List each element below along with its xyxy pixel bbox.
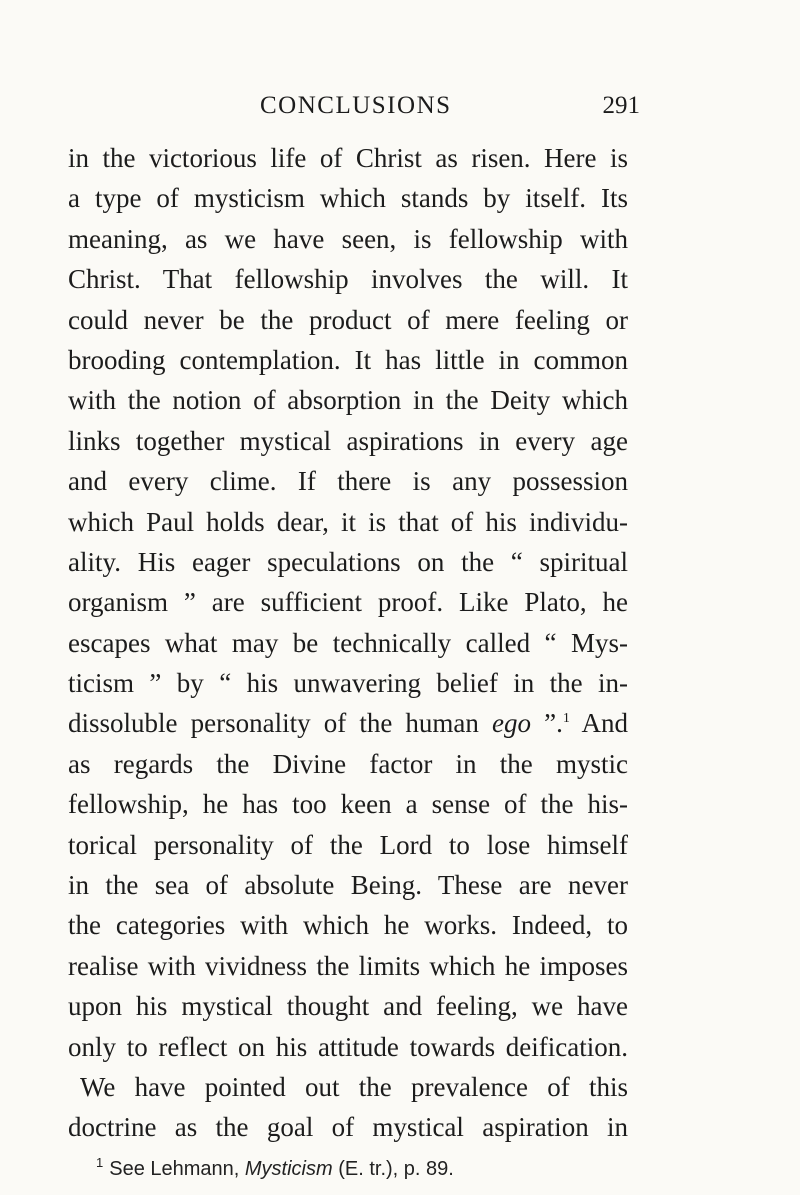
- running-header: [210, 88, 640, 124]
- line-segment: ”.: [531, 708, 563, 739]
- text-line: upon his mystical thought and feeling, we have: [68, 991, 628, 1022]
- footnote-text: See Lehmann,: [109, 1158, 245, 1180]
- text-line: realise with vividness the limits which he imposes: [68, 950, 628, 981]
- text-line: organism ” are sufficient proof. Like Plato, he: [68, 587, 628, 618]
- text-line: ality. His eager speculations on the “ spiritual: [68, 546, 628, 577]
- text-line: ticism ” by “ his unwavering belief in the in-: [68, 668, 628, 699]
- text-line: which Paul holds dear, it is that of his individu-: [68, 506, 628, 537]
- text-line: links together mystical aspirations in every age: [68, 425, 628, 456]
- text-line-with-note-ref: [68, 703, 628, 743]
- text-line: fellowship, he has too keen a sense of the his-: [68, 789, 628, 820]
- text-line: as regards the Divine factor in the mystic: [68, 748, 628, 779]
- text-line: doctrine as the goal of mystical aspiration in: [68, 1112, 628, 1143]
- text-line: escapes what may be technically called “ Mys-: [68, 627, 628, 658]
- text-line: and every clime. If there is any possession: [68, 466, 628, 497]
- footnote: [96, 1156, 454, 1182]
- text-line: meaning, as we have seen, is fellowship with: [68, 223, 628, 254]
- text-line: the categories with which he works. Indeed, to: [68, 910, 628, 941]
- text-line: a type of mysticism which stands by itself. Its: [68, 183, 628, 214]
- text-line: in the sea of absolute Being. These are never: [68, 870, 628, 901]
- chapter-title: CONCLUSIONS: [260, 92, 452, 119]
- text-line: torical personality of the Lord to lose himself: [68, 829, 628, 860]
- body-text: [68, 138, 628, 1148]
- italic-word: ego: [492, 708, 532, 739]
- text-line: only to reflect on his attitude towards deification.: [68, 1031, 628, 1062]
- footnote-book-title: Mysticism: [244, 1158, 333, 1180]
- footnote-reference[interactable]: 1: [562, 711, 570, 727]
- text-line: in the victorious life of Christ as risen. Here is: [68, 143, 628, 173]
- text-line: We have pointed out the prevalence of this: [80, 1071, 628, 1102]
- text-line: Christ. That fellowship involves the will. It: [68, 264, 628, 295]
- line-segment: And: [569, 708, 629, 739]
- text-line: could never be the product of mere feeling or: [68, 304, 628, 335]
- page-number: 291: [602, 92, 640, 119]
- text-line: brooding contemplation. It has little in common: [68, 344, 628, 375]
- text-line: with the notion of absorption in the Deity which: [68, 385, 628, 416]
- footnote-mark: 1: [96, 1155, 104, 1171]
- footnote-text: (E. tr.), p. 89.: [332, 1158, 454, 1180]
- line-segment: dissoluble personality of the human: [68, 708, 493, 739]
